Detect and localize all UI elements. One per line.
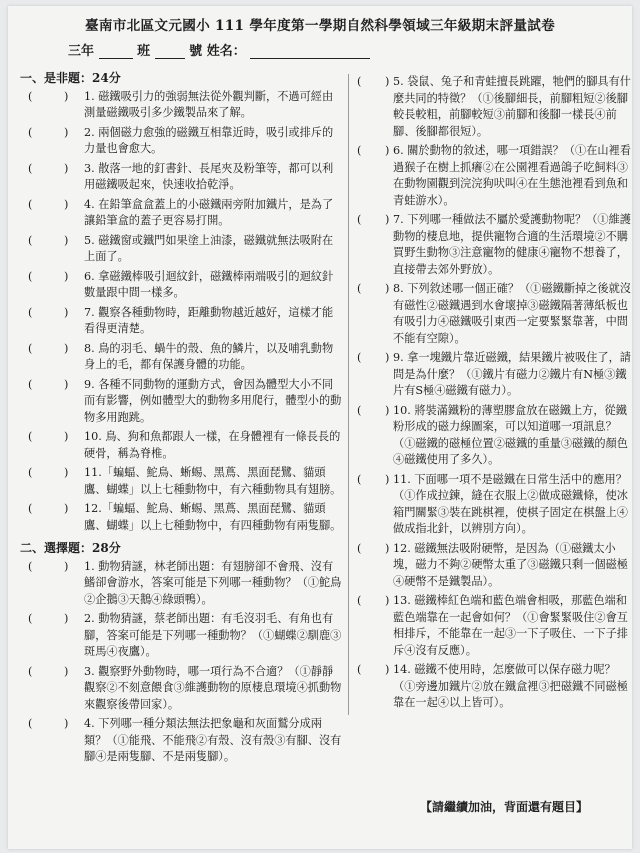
answer-blank: ( )	[28, 305, 69, 319]
answer-blank: ( )	[357, 472, 390, 486]
answer-blank: ( )	[28, 466, 69, 479]
answer-blank: ( )	[28, 664, 69, 678]
question-item: ( ) 2. 動物猜謎，蔡老師出題：有毛沒羽毛、有角也有腳，答案可能是下列哪一種動物？（①蝴蝶②馴鹿③斑馬④夜鷹）。	[28, 612, 342, 658]
question-item: ( ) 11.「蝙蝠、鮀鳥、蜥蜴、黑蔦、黑面琵鷺、貓頭鷹、蝴蝶」以上七種動物中，有六種動物具有翅膀。	[28, 466, 342, 496]
question-item: ( ) 14. 磁鐵不使用時，怎麼做可以保存磁力呢？（①旁邊加鐵片②放在鐵盒裡③把磁鐵不同磁極靠在一起④以上皆可）。	[357, 663, 628, 709]
answer-blank: ( )	[28, 559, 69, 573]
question-item: ( ) 6. 關於動物的敘述，哪一項錯誤？（①在山裡看過猴子在樹上抓癢②在公園裡看過鴿子吃飼料③在動物園觀到浣浣狗吠叫④在生態池裡看到魚和青蛙游水）。	[357, 144, 631, 207]
answer-blank: ( )	[28, 89, 69, 103]
left-column	[20, 68, 342, 769]
question-item: ( ) 3. 散落一地的釘書針、長尾夾及粉筆等，都可以利用磁鐵吸起來，快速收拾乾淨。	[28, 161, 334, 191]
question-item: ( ) 3. 觀察野外動物時，哪一項行為不合適？（①靜靜觀察②不刻意餵食③維護動物的原棲息環境④抓動物來觀察後帶回家）。	[28, 664, 342, 711]
answer-blank: ( )	[28, 612, 69, 625]
question-item: ( ) 7. 下列哪一種做法不屬於愛護動物呢？（①維護動物的棲息地，提供寵物合適的生活環境②不購買野生動物③注意寵物的健康④寵物不想養了，直接帶去郊外野放）。	[357, 213, 631, 276]
answer-blank: ( )	[28, 717, 69, 730]
student-info-line	[68, 40, 370, 59]
question-item: ( ) 8. 下列敘述哪一個正確？（①磁鐵斷掉之後就沒有磁性②磁鐵遇到水會壞掉③磁鐵隔著薄紙板也有吸引力④磁鐵吸引東西一定要緊緊靠著，中間不能有空隙）。	[357, 282, 631, 345]
answer-blank: ( )	[28, 125, 69, 139]
answer-blank: ( )	[28, 377, 69, 391]
answer-blank: ( )	[28, 269, 69, 283]
question-item: ( ) 10. 鳥、狗和魚都跟人一樣，在身體裡有一條長長的硬骨，稱為脊椎。	[28, 430, 341, 460]
question-item: ( ) 4. 下列哪一種分類法無法把象龜和灰面鷲分成兩類？（①能飛、不能飛②有殼、沒有殼③有腳、沒有腳④是兩隻腳、不是兩隻腳）。	[28, 717, 342, 763]
question-item: ( ) 12. 磁鐵無法吸附硬幣，是因為（①磁鐵太小塊，磁力不夠②硬幣太重了③磁鐵只剩一個磁極④硬幣不是鐵製品）。	[357, 541, 628, 588]
section-title-true-false: 一、是非題：24分	[20, 71, 121, 85]
question-item: ( ) 9. 各種不同動物的運動方式，會因為體型大小不同而有影響，例如體型大的動物多用爬行，體型小的動物多用跑跳。	[28, 377, 342, 424]
number-label: 號	[189, 44, 203, 59]
question-item: ( ) 12.「蝙蝠、鮀鳥、蜥蜴、黑蔦、黑面琵鷺、貓頭鷹、蝴蝶」以上七種動物中，有四種動物有兩隻腳。	[28, 502, 342, 532]
answer-blank: ( )	[28, 197, 69, 211]
answer-blank: ( )	[28, 430, 69, 443]
class-blank	[99, 46, 133, 59]
question-item: ( ) 4. 在鉛筆盒盒蓋上的小磁鐵兩旁附加鐵片，是為了讓鉛筆盒的蓋子更容易打開。	[28, 197, 334, 227]
exam-paper	[8, 6, 632, 849]
name-blank	[250, 46, 370, 59]
question-item: ( ) 1. 磁鐵吸引力的強弱無法從外觀判斷，不過可經由測量磁鐵吸引多少鐵製品來了解。	[28, 89, 334, 119]
answer-blank: ( )	[28, 161, 69, 175]
answer-blank: ( )	[28, 233, 69, 247]
answer-blank: ( )	[357, 144, 390, 157]
answer-blank: ( )	[357, 541, 390, 555]
name-label: 姓名：	[206, 44, 246, 59]
answer-blank: ( )	[357, 403, 390, 417]
class-label: 班	[137, 44, 151, 59]
answer-blank: ( )	[28, 502, 69, 515]
grade-label: 三年	[68, 44, 95, 59]
answer-blank: ( )	[357, 75, 390, 88]
number-blank	[155, 46, 185, 59]
question-item: ( ) 6. 拿磁鐵棒吸引迴紋針，磁鐵棒兩端吸引的迴紋針數量跟中間一樣多。	[28, 269, 334, 299]
question-item: ( ) 9. 拿一塊鐵片靠近磁鐵，結果鐵片被吸住了，請問是為什麼？（①鐵片有磁力②鐵片有N極③鐵片有S極④磁鐵有磁力）。	[357, 351, 631, 397]
continue-note: 【請繼續加油，背面還有題目】	[419, 800, 588, 814]
question-item: ( ) 5. 磁鐵窗或鐵門如果塗上油漆，磁鐵就無法吸附在上面了。	[28, 233, 334, 263]
question-item: ( ) 13. 磁鐵棒紅色端和藍色端會相吸，那藍色端和藍色端靠在一起會如何？（①會緊緊吸住②會互相排斥，不能靠在一起③一下子吸住、一下子排斥④沒有反應）。	[357, 594, 628, 657]
question-item: ( ) 11. 下面哪一項不是磁鐵在日常生活中的應用？（①作成拉鍊，縫在衣服上②做成磁鐵條，使冰箱門關緊③裝在跳棋裡，使棋子固定在棋盤上④做成指北針，以辨別方向）。	[357, 472, 628, 535]
section-title-multiple-choice: 二、選擇題：28分	[20, 541, 121, 555]
question-item: ( ) 1. 動物猜謎，林老師出題：有翅膀卻不會飛、沒有鰭卻會游水，答案可能是下列哪一種動物？（①鮀鳥②企鵝③天鵝④綠頭鴨）。	[28, 559, 342, 606]
answer-blank: ( )	[357, 351, 390, 364]
question-item: ( ) 10. 將裝滿鐵粉的薄塑膠盒放在磁鐵上方，從鐵粉形成的磁力線圖案，可以知道哪一項訊息？（①磁鐵的磁極位置②磁鐵的重量③磁鐵的顏色④磁鐵使用了多久）。	[357, 403, 628, 466]
answer-blank: ( )	[357, 663, 390, 676]
exam-title: 臺南市北區文元國小 111 學年度第一學期自然科學領域三年級期末評量試卷	[84, 18, 556, 34]
answer-blank: ( )	[357, 594, 390, 607]
question-item: ( ) 7. 觀察各種動物時，距離動物越近越好，這樣才能看得更清楚。	[28, 305, 334, 335]
question-item: ( ) 2. 兩個磁力愈強的磁鐵互相靠近時，吸引或排斥的力量也會愈大。	[28, 125, 334, 155]
question-item: ( ) 8. 鳥的羽毛、蝸牛的殼、魚的鱗片，以及哺乳動物身上的毛，都有保護身體的功能。	[28, 341, 334, 371]
answer-blank: ( )	[28, 341, 69, 355]
question-item: ( ) 5. 袋鼠、兔子和青蛙擅長跳躍，牠們的腳具有什麼共同的特徵？（①後腳細長，前腳粗短②後腳較長較粗，前腳較短③前腳和後腳一樣長④前腳、後腳都很短）。	[357, 75, 631, 138]
right-column	[348, 74, 631, 715]
answer-blank: ( )	[357, 282, 390, 295]
answer-blank: ( )	[357, 213, 390, 226]
